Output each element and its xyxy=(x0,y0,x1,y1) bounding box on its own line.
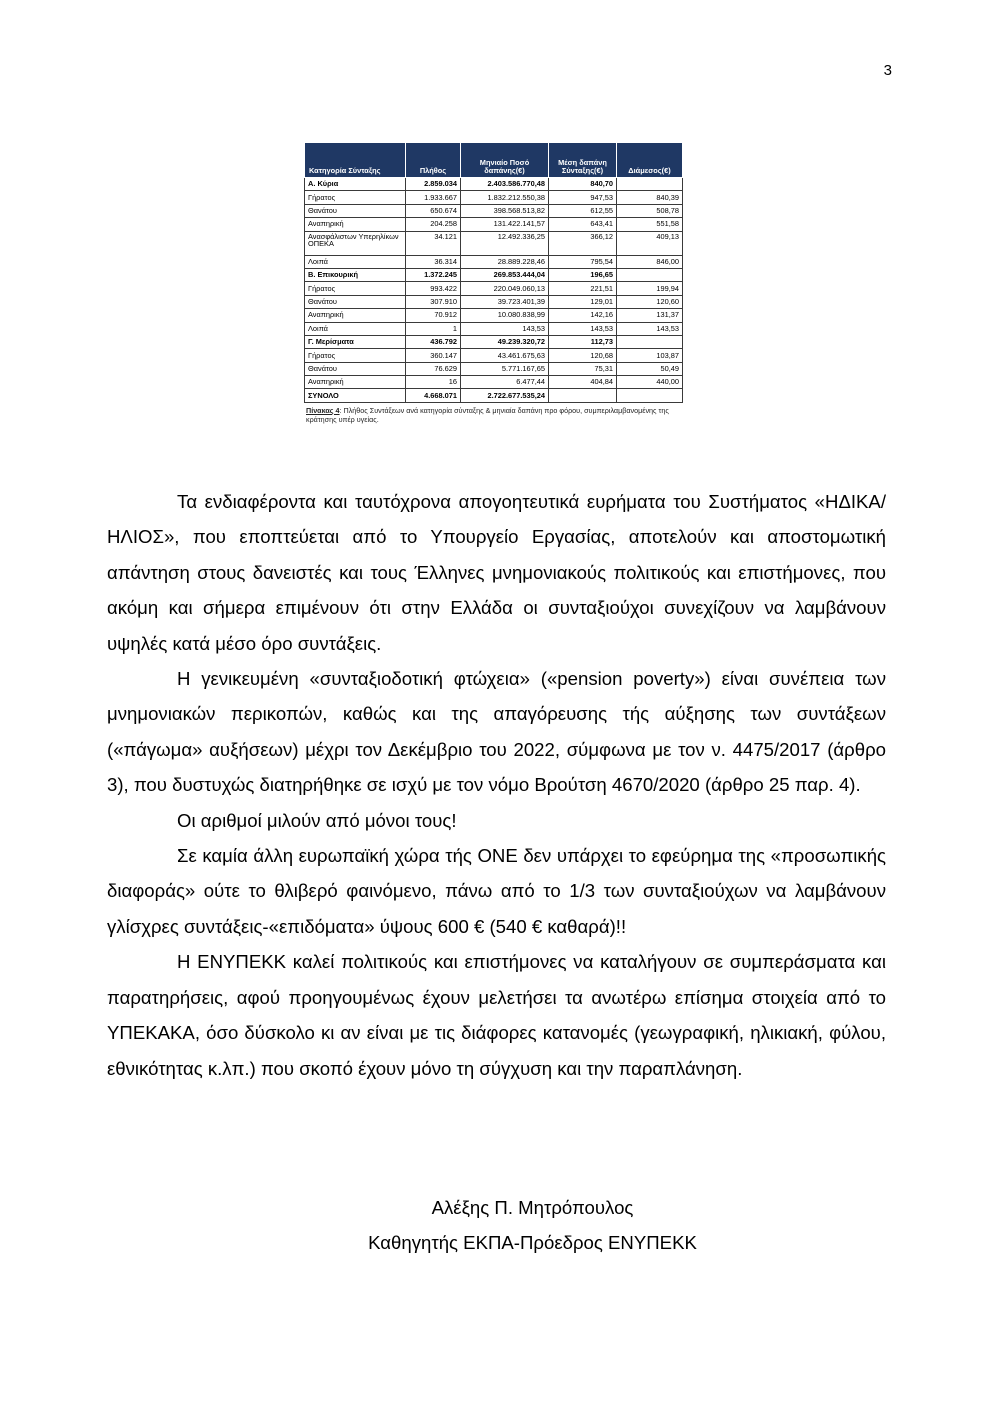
header-monthly: Μηνιαίο Ποσό δαπάνης(€) xyxy=(461,143,549,178)
row-monthly: 43.461.675,63 xyxy=(461,349,549,362)
row-median: 508,78 xyxy=(617,204,683,217)
row-average: 366,12 xyxy=(549,231,617,255)
row-count: 204.258 xyxy=(406,218,461,231)
table-row xyxy=(305,231,683,255)
row-count: 1.933.667 xyxy=(406,191,461,204)
row-average: 142,16 xyxy=(549,309,617,322)
row-average: 112,73 xyxy=(549,335,617,348)
header-count: Πλήθος xyxy=(406,143,461,178)
row-count: 36.314 xyxy=(406,255,461,268)
row-label: Γήρατος xyxy=(305,191,406,204)
row-median: 840,39 xyxy=(617,191,683,204)
row-monthly: 12.492.336,25 xyxy=(461,231,549,255)
row-average: 795,54 xyxy=(549,255,617,268)
row-average: 120,68 xyxy=(549,349,617,362)
row-average: 143,53 xyxy=(549,322,617,335)
row-median: 103,87 xyxy=(617,349,683,362)
row-median: 551,58 xyxy=(617,218,683,231)
row-monthly: 2.722.677.535,24 xyxy=(461,389,549,402)
row-median: 409,13 xyxy=(617,231,683,255)
row-label: Θανάτου xyxy=(305,362,406,375)
row-count: 2.859.034 xyxy=(406,178,461,191)
paragraph-2: Η γενικευμένη «συνταξιοδοτική φτώχεια» («pension poverty») είναι συνέπεια των μνημονιακών περικοπών, καθώς και της απαγόρευσης τής αύξησης των συντάξεων («πάγωμα» αυξήσεων) μέχρι τον Δεκέμβριο του 2022, σύμφωνα με τον ν. 4475/2017 (άρθρο 3), που δυστυχώς διατηρήθηκε σε ισχύ με τον νόμο Βρούτση 4670/2020 (άρθρο 25 παρ. 4). xyxy=(107,668,886,796)
row-count: 993.422 xyxy=(406,282,461,295)
row-label: Λοιπά xyxy=(305,255,406,268)
row-monthly: 1.832.212.550,38 xyxy=(461,191,549,204)
pension-table xyxy=(304,142,683,403)
table-row xyxy=(305,322,683,335)
row-average: 221,51 xyxy=(549,282,617,295)
row-median: 143,53 xyxy=(617,322,683,335)
row-count: 16 xyxy=(406,376,461,389)
signature-block xyxy=(340,1190,725,1261)
table-header-row xyxy=(305,143,683,178)
row-monthly: 28.889.228,46 xyxy=(461,255,549,268)
row-count: 436.792 xyxy=(406,335,461,348)
row-label: Λοιπά xyxy=(305,322,406,335)
row-average: 129,01 xyxy=(549,295,617,308)
paragraph-4: Σε καμία άλλη ευρωπαϊκή χώρα τής ΟΝΕ δεν υπάρχει το εφεύρημα της «προσωπικής διαφοράς» ούτε το θλιβερό φαινόμενο, πάνω από το 1/3 των συνταξιούχων να λαμβάνουν γλίσχρες συντάξεις-«επιδόματα» ύψους 600 € (540 € καθαρά)!! xyxy=(107,845,886,937)
row-monthly: 143,53 xyxy=(461,322,549,335)
row-count: 1 xyxy=(406,322,461,335)
row-label: Γήρατος xyxy=(305,349,406,362)
row-median: 199,94 xyxy=(617,282,683,295)
table-caption xyxy=(304,406,682,425)
row-monthly: 2.403.586.770,48 xyxy=(461,178,549,191)
table-body xyxy=(305,178,683,403)
table-row xyxy=(305,389,683,402)
row-average: 404,84 xyxy=(549,376,617,389)
row-label: Θανάτου xyxy=(305,204,406,217)
row-monthly: 10.080.838,99 xyxy=(461,309,549,322)
row-label: Β. Επικουρική xyxy=(305,268,406,281)
table-row xyxy=(305,255,683,268)
row-label: Γ. Μερίσματα xyxy=(305,335,406,348)
signature-name: Αλέξης Π. Μητρόπουλος xyxy=(431,1197,634,1218)
header-median: Διάμεσος(€) xyxy=(617,143,683,178)
header-category: Κατηγορία Σύνταξης xyxy=(305,143,406,178)
row-average: 612,55 xyxy=(549,204,617,217)
row-median xyxy=(617,178,683,191)
row-monthly: 220.049.060,13 xyxy=(461,282,549,295)
caption-label: Πίνακας 4 xyxy=(306,405,340,415)
table-row xyxy=(305,309,683,322)
row-monthly: 131.422.141,57 xyxy=(461,218,549,231)
row-count: 360.147 xyxy=(406,349,461,362)
row-count: 34.121 xyxy=(406,231,461,255)
table-row xyxy=(305,191,683,204)
row-count: 1.372.245 xyxy=(406,268,461,281)
row-count: 307.910 xyxy=(406,295,461,308)
row-label: ΣΥΝΟΛΟ xyxy=(305,389,406,402)
row-label: Αναπηρική xyxy=(305,309,406,322)
row-monthly: 49.239.320,72 xyxy=(461,335,549,348)
row-average: 947,53 xyxy=(549,191,617,204)
row-monthly: 269.853.444,04 xyxy=(461,268,549,281)
row-count: 70.912 xyxy=(406,309,461,322)
row-monthly: 5.771.167,65 xyxy=(461,362,549,375)
row-median xyxy=(617,389,683,402)
caption-text: : Πλήθος Συντάξεων ανά κατηγορία σύνταξης & μηνιαία δαπάνη προ φόρου, συμπεριλαμβανομένης της κράτησης υπέρ υγείας. xyxy=(306,405,669,425)
row-median: 131,37 xyxy=(617,309,683,322)
header-average: Μέση δαπάνη Σύνταξης(€) xyxy=(549,143,617,178)
table-row xyxy=(305,335,683,348)
row-label: Αναπηρική xyxy=(305,218,406,231)
signature-title: Καθηγητής ΕΚΠΑ-Πρόεδρος ΕΝΥΠΕΚΚ xyxy=(368,1232,697,1254)
table-row xyxy=(305,349,683,362)
row-average: 840,70 xyxy=(549,178,617,191)
row-monthly: 398.568.513,82 xyxy=(461,204,549,217)
row-average: 196,65 xyxy=(549,268,617,281)
table-row xyxy=(305,204,683,217)
page-number: 3 xyxy=(883,62,892,79)
row-median xyxy=(617,268,683,281)
pension-table-figure xyxy=(304,142,682,425)
row-median: 120,60 xyxy=(617,295,683,308)
row-average: 75,31 xyxy=(549,362,617,375)
body-text xyxy=(107,484,886,1086)
table-row xyxy=(305,282,683,295)
table-row xyxy=(305,362,683,375)
row-median: 846,00 xyxy=(617,255,683,268)
table-row xyxy=(305,376,683,389)
row-average: 643,41 xyxy=(549,218,617,231)
row-average xyxy=(549,389,617,402)
row-label: Α. Κύρια xyxy=(305,178,406,191)
paragraph-3: Οι αριθμοί μιλούν από μόνοι τους! xyxy=(177,809,457,831)
table-row xyxy=(305,178,683,191)
row-label: Γήρατος xyxy=(305,282,406,295)
row-count: 4.668.071 xyxy=(406,389,461,402)
paragraph-1: Τα ενδιαφέροντα και ταυτόχρονα απογοητευτικά ευρήματα του Συστήματος «ΗΔΙΚΑ/ΗΛΙΟΣ», που εποπτεύεται από το Υπουργείο Εργασίας, αποτελούν και αποστομωτική απάντηση στους δανειστές και τους Έλληνες μνημονιακούς πολιτικούς και επιστήμονες, που ακόμη και σήμερα επιμένουν ότι στην Ελλάδα οι συνταξιούχοι συνεχίζουν να λαμβάνουν υψηλές κατά μέσο όρο συντάξεις. xyxy=(107,491,886,654)
row-median xyxy=(617,335,683,348)
row-median: 50,49 xyxy=(617,362,683,375)
row-label: Θανάτου xyxy=(305,295,406,308)
table-row xyxy=(305,295,683,308)
row-label: Ανασφάλιστων Υπερηλίκων ΟΠΕΚΑ xyxy=(305,231,406,255)
table-row xyxy=(305,268,683,281)
row-count: 76.629 xyxy=(406,362,461,375)
row-median: 440,00 xyxy=(617,376,683,389)
row-label: Αναπηρική xyxy=(305,376,406,389)
row-monthly: 6.477,44 xyxy=(461,376,549,389)
paragraph-5: Η ΕΝΥΠΕΚΚ καλεί πολιτικούς και επιστήμονες να καταλήγουν σε συμπεράσματα και παρατηρήσεις, αφού προηγουμένως έχουν μελετήσει τα ανωτέρω επίσημα στοιχεία από το ΥΠΕΚΑΚΑ, όσο δύσκολο κι αν είναι με τις διάφορες κατανομές (γεωγραφική, ηλικιακή, φύλου, εθνικότητας κ.λπ.) που σκοπό έχουν μόνο τη σύγχυση και την παραπλάνηση. xyxy=(107,951,886,1079)
row-count: 650.674 xyxy=(406,204,461,217)
row-monthly: 39.723.401,39 xyxy=(461,295,549,308)
table-row xyxy=(305,218,683,231)
